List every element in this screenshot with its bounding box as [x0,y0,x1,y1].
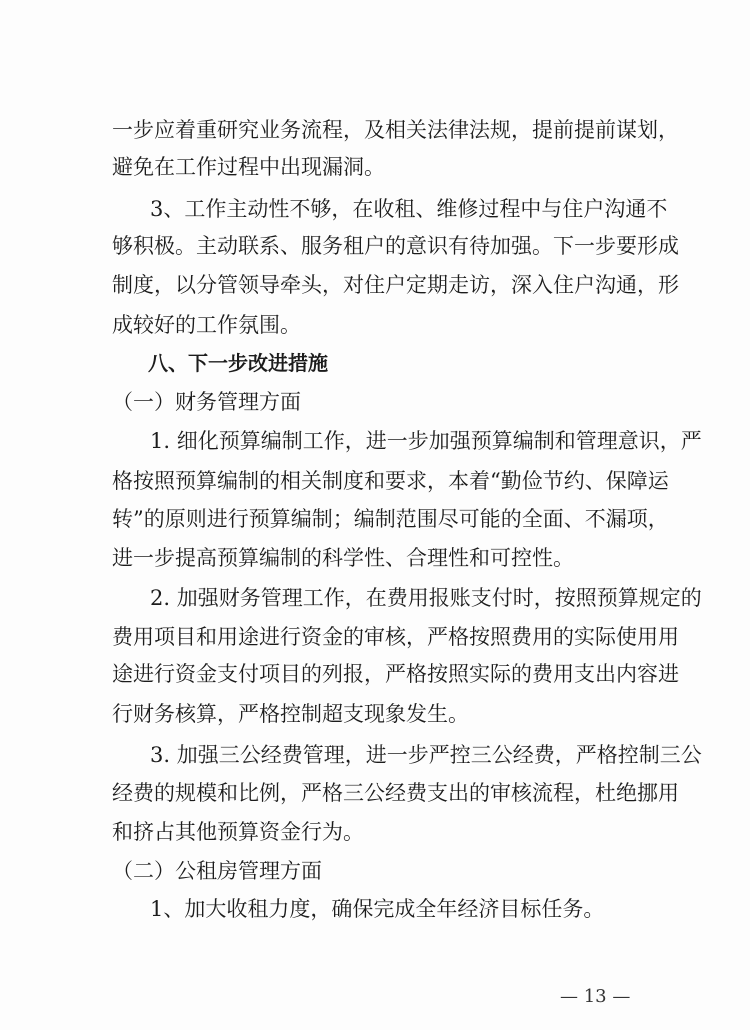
body-text-line: 1. 细化预算编制工作，进一步加强预算编制和管理意识，严 [150,429,702,453]
body-text-line: 3、工作主动性不够，在收租、维修过程中与住户沟通不 [150,197,668,221]
subsection-heading: （二）公租房管理方面 [112,859,322,883]
body-text-line: 格按照预算编制的相关制度和要求，本着“勤俭节约、保障运 [112,469,669,493]
section-heading: 八、下一步改进措施 [148,351,328,375]
body-text-line: 和挤占其他预算资金行为。 [112,820,364,844]
body-text-line: 转”的原则进行预算编制；编制范围尽可能的全面、不漏项， [112,507,669,531]
page-number: — 13 — [560,986,631,1007]
body-text-line: 经费的规模和比例，严格三公经费支出的审核流程，杜绝挪用 [112,781,679,805]
body-text-line: 费用项目和用途进行资金的审核，严格按照费用的实际使用用 [112,625,679,649]
body-text-line: 避免在工作过程中出现漏洞。 [112,155,385,179]
body-text-line: 途进行资金支付项目的列报，严格按照实际的费用支出内容进 [112,662,679,686]
body-text-line: 够积极。主动联系、服务租户的意识有待加强。下一步要形成 [112,234,679,258]
body-text-line: 行财务核算，严格控制超支现象发生。 [112,702,469,726]
body-text-line: 成较好的工作氛围。 [112,313,301,337]
body-text-line: 一步应着重研究业务流程，及相关法律法规，提前提前谋划， [112,118,679,142]
subsection-heading: （一）财务管理方面 [112,390,301,414]
body-text-line: 进一步提高预算编制的科学性、合理性和可控性。 [112,546,574,570]
body-text-line: 制度，以分管领导牵头，对住户定期走访，深入住户沟通，形 [112,273,679,297]
body-text-line: 1、加大收租力度，确保完成全年经济目标任务。 [150,897,605,921]
body-text-line: 3. 加强三公经费管理，进一步严控三公经费，严格控制三公 [150,743,702,767]
body-text-line: 2. 加强财务管理工作，在费用报账支付时，按照预算规定的 [150,586,702,610]
